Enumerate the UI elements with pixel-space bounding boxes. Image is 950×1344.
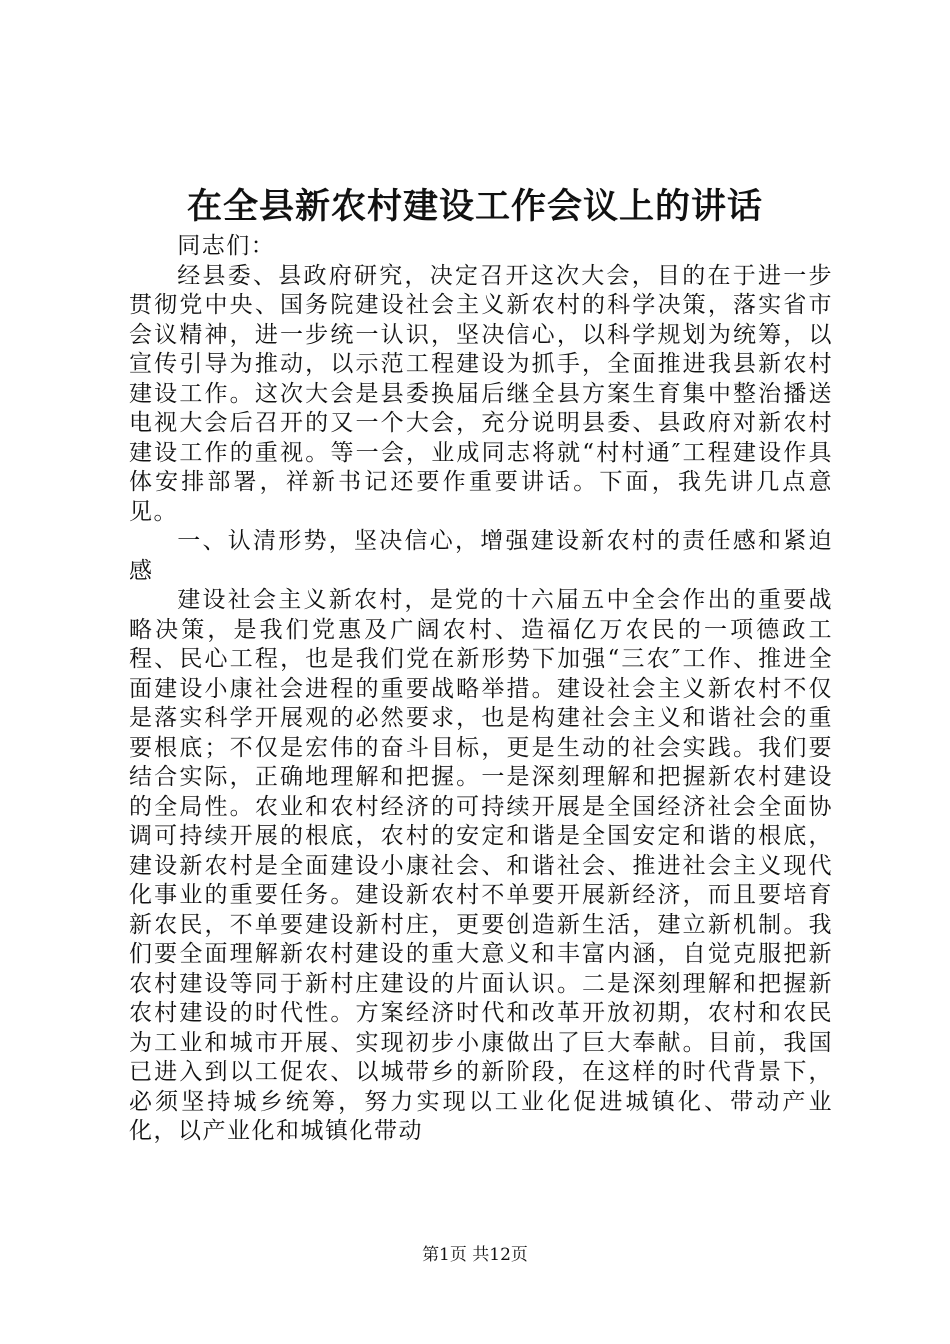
document-body	[129, 232, 833, 1147]
section-heading: 一、认清形势，坚决信心，增强建设新农村的责任感和紧迫感	[129, 528, 833, 584]
paragraph: 建设社会主义新农村，是党的十六届五中全会作出的重要战略决策，是我们党惠及广阔农村、造福亿万农民的一项德政工程、民心工程，也是我们党在新形势下加强“三农″工作、推进全面建设小康社会进程的重要战略举措。建设社会主义新农村不仅是落实科学开展观的必然要求，也是构建社会主义和谐社会的重要根底；不仅是宏伟的奋斗目标，更是生动的社会实践。我们要结合实际，正确地理解和把握。一是深刻理解和把握新农村建设的全局性。农业和农村经济的可持续开展是全国经济社会全面协调可持续开展的根底，农村的安定和谐是全国安定和谐的根底，建设新农村是全面建设小康社会、和谐社会、推进社会主义现代化事业的重要任务。建设新农村不单要开展新经济，而且要培育新农民，不单要建设新村庄，更要创造新生活，建立新机制。我们要全面理解新农村建设的重大意义和丰富内涵，自觉克服把新农村建设等同于新村庄建设的片面认识。二是深刻理解和把握新农村建设的时代性。方案经济时代和改革开放初期，农村和农民为工业和城市开展、实现初步小康做出了巨大奉献。目前，我国已进入到以工促农、以城带乡的新阶段，在这样的时代背景下，必须坚持城乡统筹，努力实现以工业化促进城镇化、带动产业化，以产业化和城镇化带动	[129, 587, 833, 1144]
document-title: 在全县新农村建设工作会议上的讲话	[186, 186, 763, 227]
page-number: 第1页 共12页	[422, 1245, 528, 1265]
salutation: 同志们：	[177, 233, 276, 259]
paragraph: 经县委、县政府研究，决定召开这次大会，目的在于进一步贯彻党中央、国务院建设社会主义新农村的科学决策，落实省市会议精神，进一步统一认识，坚决信心，以科学规划为统筹，以宣传引导为推动，以示范工程建设为抓手，全面推进我县新农村建设工作。这次大会是县委换届后继全县方案生育集中整治播送电视大会后召开的又一个大会，充分说明县委、县政府对新农村建设工作的重视。等一会，业成同志将就“村村通″工程建设作具体安排部署，祥新书记还要作重要讲话。下面，我先讲几点意见。	[129, 262, 833, 525]
